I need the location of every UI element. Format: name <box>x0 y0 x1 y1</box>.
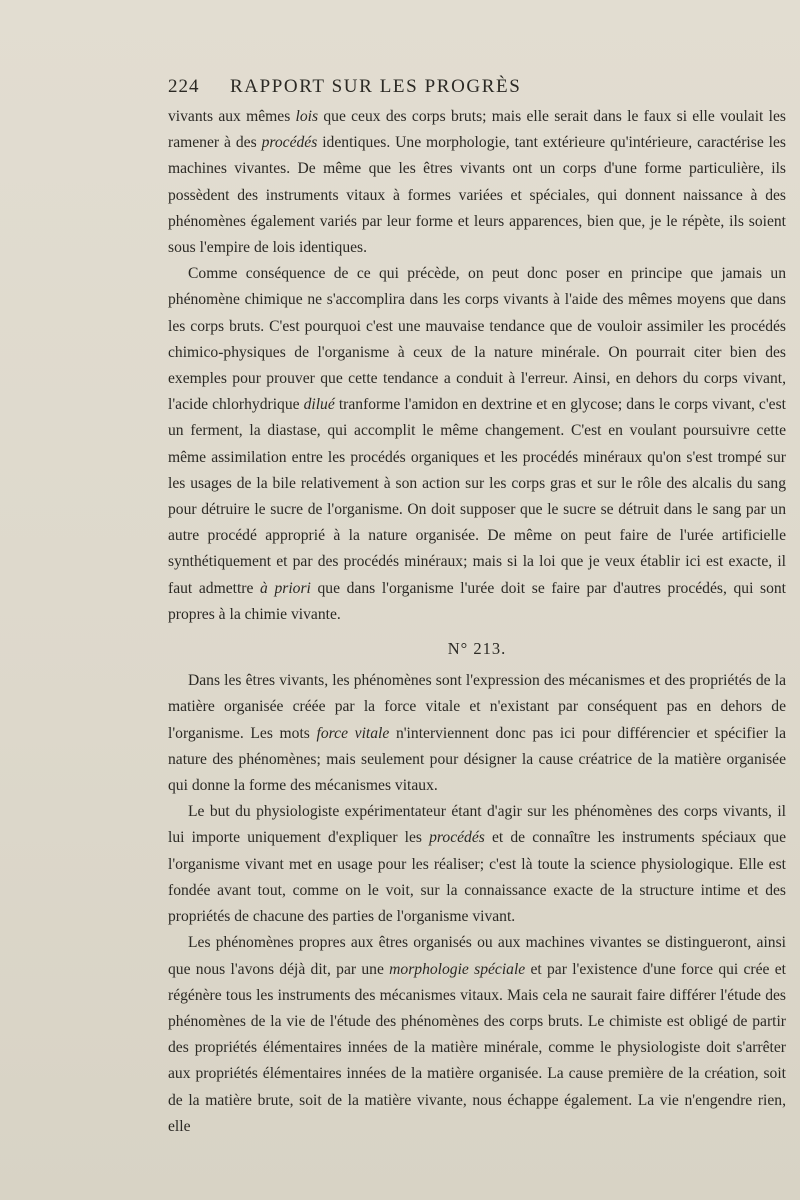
text-run: vivants aux mêmes <box>168 108 296 125</box>
italic-term: force vitale <box>316 724 390 742</box>
section-number-heading: N° 213. <box>447 639 507 659</box>
paragraph <box>168 668 786 799</box>
paragraph <box>168 799 786 930</box>
italic-term: à priori <box>260 579 311 597</box>
text-run: Les phénomènes propres aux êtres organisés ou aux machines vivantes se distingueront, ainsi que nous l'avons déjà dit, par une <box>168 934 786 978</box>
paragraph <box>168 930 786 1140</box>
body-text <box>168 104 786 1140</box>
text-run: Le but du physiologiste expérimentateur étant d'agir sur les phénomènes des corps vivants, il lui importe uniquement d'expliquer les <box>168 803 786 847</box>
text-run: Dans les êtres vivants, les phénomènes sont l'expression des mécanismes et des propriétés de la matière organisée créée par la force vitale et n'existant par conséquent pas en dehors de l'organisme. Les mots <box>168 672 786 742</box>
text-run: Comme conséquence de ce qui précède, on peut donc poser en principe que jamais un phénomène chimique ne s'accomplira dans les corps vivants à l'aide des mêmes moyens que dans les corps bruts. C'est pourquoi c'est une mauvaise tendance que de vouloir assimiler les procédés chimico-physiques de l'organisme à ceux de la nature minérale. On pourrait citer bien des exemples pour prouver que cette tendance a conduit à l'erreur. Ainsi, en dehors du corps vivant, l'acide chlorhydrique <box>168 265 786 414</box>
page-header <box>168 76 638 102</box>
text-run: que ceux des corps bruts; mais elle serait dans le faux si elle voulait les ramener à des <box>168 108 786 152</box>
page-number: 224 <box>168 76 200 97</box>
running-title: RAPPORT SUR LES PROGRÈS <box>230 76 522 97</box>
text-run: n'interviennent donc pas ici pour différencier et spécifier la nature des phénomènes; mais seulement pour désigner la cause créatrice de la matière organisée qui donne la forme des mécanismes vitaux. <box>168 724 786 795</box>
text-run: identiques. Une morphologie, tant extérieure qu'intérieure, caractérise les machines vivantes. De même que les êtres vivants ont un corps d'une forme particulière, ils possèdent des instruments vitaux à formes variées et spéciales, qui donnent naissance à des phénomènes également variés par leur forme et leurs apparences, bien que, je le répète, ils soient sous l'empire de lois identiques. <box>168 134 786 257</box>
italic-term: lois <box>295 108 319 125</box>
text-run: tranforme l'amidon en dextrine et en glycose; dans le corps vivant, c'est un ferment, la diastase, qui accomplit le même changement. C'est en voulant poursuivre cette même assimilation entre les procédés organiques et les procédés minéraux qu'on s'est trompé sur les usages de la bile relativement à son action sur les corps gras et sur le rôle des alcalis du sang pour détruire le sucre de l'organisme. On doit supposer que le sucre se détruit dans le sang par un autre procédé approprié à la nature organisée. De même on peut faire de l'urée artificielle synthétiquement et par des procédés minéraux; mais si la loi que je veux établir ici est exacte, il faut admettre <box>168 396 786 597</box>
text-run: que dans l'organisme l'urée doit se faire par d'autres procédés, qui sont propres à la chimie vivante. <box>168 579 787 623</box>
text-run: et par l'existence d'une force qui crée et régénère tous les instruments des mécanismes vitaux. Mais cela ne saurait faire différer l'étude des phénomènes de la vie de l'étude des phénomènes des corps bruts. Le chimiste est obligé de partir des propriétés élémentaires innées de la matière minérale, comme le physiologiste doit s'arrêter aux propriétés élémentaires innées de la matière organisée. La cause première de la création, soit de la matière brute, soit de la matière vivante, nous échappe également. La vie n'engendre rien, elle <box>168 960 786 1135</box>
paragraph <box>168 104 786 261</box>
paragraph <box>168 261 786 628</box>
italic-term: dilué <box>303 396 335 414</box>
text-run: et de connaître les instruments spéciaux que l'organisme vivant met en usage pour les réaliser; c'est là toute la science physiologique. Elle est fondée avant tout, comme on le voit, sur la connaissance exacte de la structure intime et des propriétés de chacune des parties de l'organisme vivant. <box>168 829 786 926</box>
italic-term: morphologie spéciale <box>389 960 526 978</box>
italic-term: procédés <box>261 134 318 152</box>
italic-term: procédés <box>429 829 485 847</box>
